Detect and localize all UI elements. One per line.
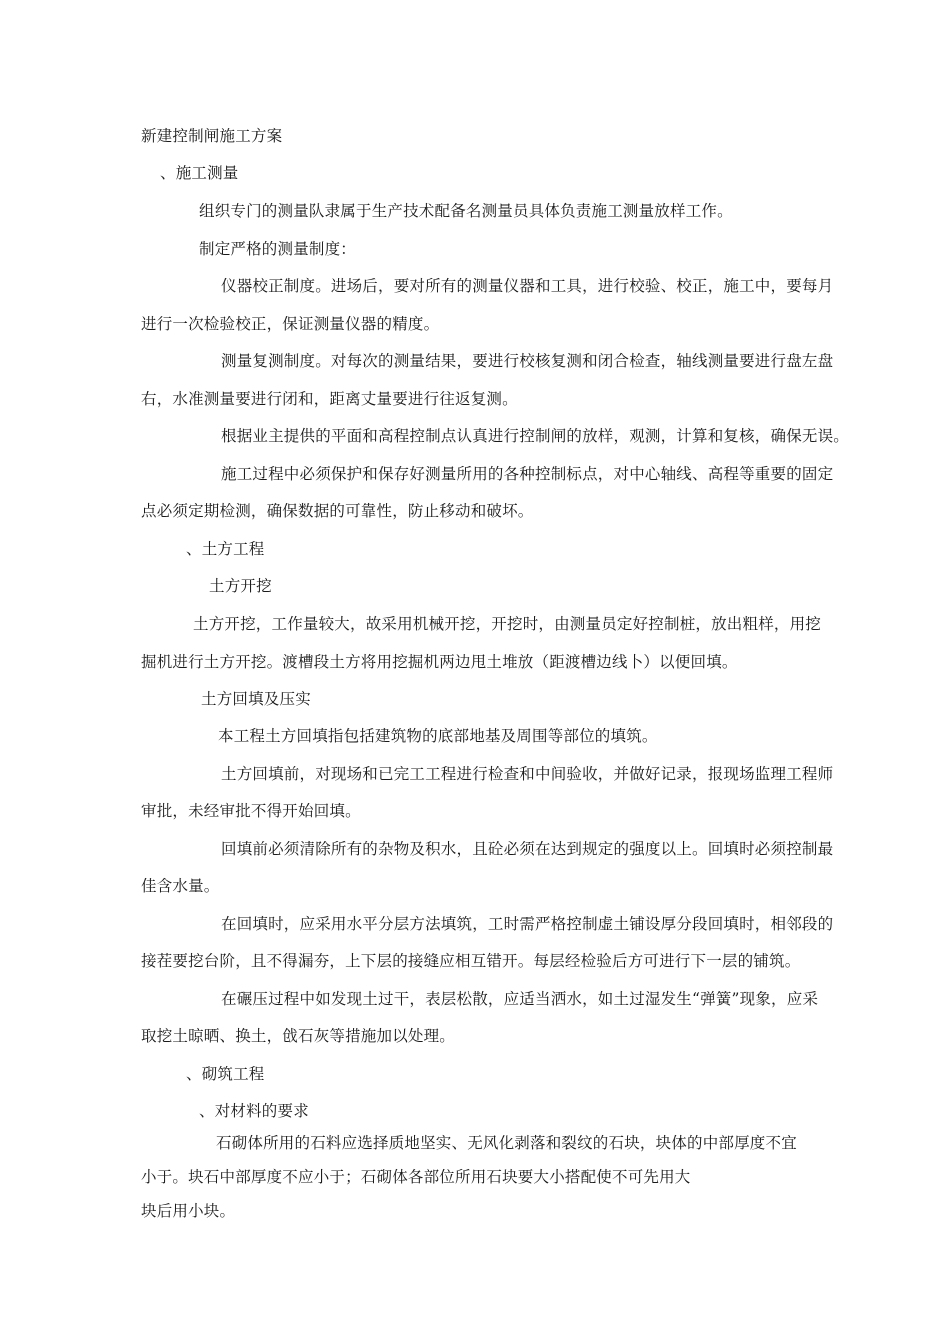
subsection-heading: 土方开挖	[209, 577, 272, 595]
subsection-heading: 土方回填及压实	[201, 690, 311, 708]
paragraph-line: 在回填时，应采用水平分层方法填筑，工时需严格控制虚土铺设厚分段回填时，相邻段的	[221, 915, 834, 933]
section-heading: 、施工测量	[160, 164, 239, 182]
paragraph-line: 在碾压过程中如发现土过干，表层松散，应适当洒水，如土过湿发生“弹簧”现象，应采	[221, 990, 819, 1008]
section-heading: 、土方工程	[186, 540, 265, 558]
paragraph-line: 审批，未经审批不得开始回填。	[141, 802, 361, 820]
paragraph-line: 进行一次检验校正，保证测量仪器的精度。	[141, 315, 440, 333]
paragraph-line: 根据业主提供的平面和高程控制点认真进行控制闸的放样，观测，计算和复核，确保无误。	[221, 427, 850, 445]
section-heading: 、砌筑工程	[186, 1065, 265, 1083]
paragraph-line: 点必须定期检测，确保数据的可靠性，防止移动和破坏。	[141, 502, 534, 520]
subsection-heading: 、对材料的要求	[199, 1102, 309, 1120]
paragraph-line: 施工过程中必须保护和保存好测量所用的各种控制标点，对中心轴线、高程等重要的固定	[221, 465, 834, 483]
paragraph-line: 取挖土晾晒、换土，戗石灰等措施加以处理。	[141, 1027, 456, 1045]
paragraph-line: 块后用小块。	[141, 1202, 236, 1220]
paragraph-line: 石砌体所用的石料应选择质地坚实、无风化剥落和裂纹的石块，块体的中部厚度不宜	[216, 1134, 797, 1152]
paragraph-line: 右，水准测量要进行闭和，距离丈量要进行往返复测。	[141, 390, 518, 408]
paragraph-line: 回填前必须清除所有的杂物及积水，且砼必须在达到规定的强度以上。回填时必须控制最	[221, 840, 834, 858]
paragraph-line: 组织专门的测量队隶属于生产技术配备名测量员具体负责施工测量放样工作。	[199, 202, 733, 220]
paragraph-line: 土方开挖，工作量较大，故采用机械开挖，开挖时，由测量员定好控制桩，放出粗样，用挖	[193, 615, 822, 633]
paragraph-line: 测量复测制度。对每次的测量结果，要进行校核复测和闭合检查，轴线测量要进行盘左盘	[221, 352, 834, 370]
paragraph-line: 本工程土方回填指包括建筑物的底部地基及周围等部位的填筑。	[218, 727, 658, 745]
paragraph-line: 仪器校正制度。进场后，要对所有的测量仪器和工具，进行校验、校正，施工中，要每月	[221, 277, 834, 295]
paragraph-line: 土方回填前，对现场和已完工工程进行检查和中间验收，并做好记录，报现场监理工程师	[221, 765, 834, 783]
paragraph-line: 掘机进行土方开挖。渡槽段土方将用挖掘机两边甩土堆放（距渡槽边线卜）以便回填。	[141, 653, 738, 671]
paragraph-line: 接茬要挖台阶，且不得漏夯，上下层的接缝应相互错开。每层经检验后方可进行下一层的铺筑。	[141, 952, 801, 970]
document-title: 新建控制闸施工方案	[141, 127, 283, 145]
paragraph-line: 佳含水量。	[141, 877, 220, 895]
paragraph-line: 小于。块石中部厚度不应小于；石砌体各部位所用石块要大小搭配使不可先用大	[141, 1168, 691, 1186]
paragraph-line: 制定严格的测量制度：	[199, 240, 357, 258]
